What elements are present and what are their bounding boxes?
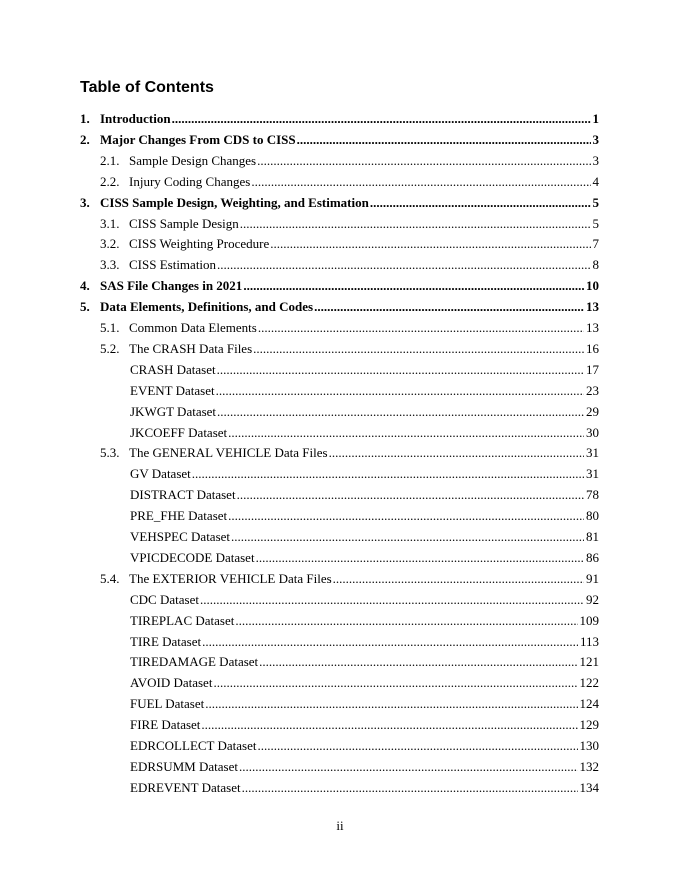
toc-entry-page: 8 bbox=[592, 257, 599, 273]
toc-entry-page: 80 bbox=[586, 508, 599, 524]
toc-entry-page: 3 bbox=[592, 131, 599, 147]
toc-entry-page: 31 bbox=[586, 445, 599, 461]
toc-dot-leader bbox=[270, 234, 590, 254]
toc-dot-leader bbox=[201, 715, 577, 735]
toc-entry-title: EDRCOLLECT Dataset bbox=[130, 738, 257, 753]
toc-entry-page: 1 bbox=[592, 111, 599, 126]
toc-entry-title: VEHSPEC Dataset bbox=[130, 529, 231, 544]
toc-dot-leader bbox=[192, 464, 584, 484]
toc-entry-title: CISS Weighting Procedure bbox=[129, 236, 270, 252]
toc-entry-number: 2.1. bbox=[100, 152, 120, 168]
toc-entry[interactable] bbox=[130, 715, 599, 735]
toc-entry-title: Sample Design Changes bbox=[129, 152, 257, 168]
toc-dot-leader bbox=[257, 151, 590, 171]
toc-entry[interactable] bbox=[100, 214, 599, 234]
toc-entry-page: 124 bbox=[579, 696, 599, 712]
toc-dot-leader bbox=[297, 130, 591, 150]
toc-dot-leader bbox=[228, 506, 584, 526]
toc-dot-leader bbox=[239, 757, 578, 777]
toc-entry-page: 17 bbox=[586, 361, 599, 377]
toc-entry-title: DISTRACT Dataset bbox=[130, 487, 236, 503]
toc-entry-title: EDRSUMM Dataset bbox=[130, 758, 238, 774]
toc-dot-leader bbox=[200, 590, 584, 610]
toc-entry-page: 132 bbox=[579, 758, 599, 774]
toc-entry-page: 30 bbox=[586, 424, 599, 440]
toc-dot-leader bbox=[172, 109, 591, 129]
toc-entry-page: 4 bbox=[592, 173, 599, 189]
toc-entry-title: Injury Coding Changes bbox=[129, 173, 251, 189]
toc-entry[interactable] bbox=[80, 297, 599, 317]
toc-entry-number: 5.3. bbox=[100, 445, 120, 461]
toc-dot-leader bbox=[240, 214, 591, 234]
toc-entry-number: 5.4. bbox=[100, 570, 120, 586]
toc-entry[interactable] bbox=[130, 381, 599, 401]
toc-dot-leader bbox=[333, 569, 584, 589]
toc-heading: Table of Contents bbox=[80, 79, 214, 96]
toc-entry-title: CRASH Dataset bbox=[130, 361, 216, 377]
toc-entry-title: TIREPLAC Dataset bbox=[130, 612, 235, 628]
toc-entry[interactable] bbox=[130, 632, 599, 652]
toc-entry-title: FUEL Dataset bbox=[130, 696, 205, 712]
toc-entry-title: TIRE Dataset bbox=[130, 633, 202, 649]
toc-entry-title: EVENT Dataset bbox=[130, 382, 215, 398]
toc-entry-page: 13 bbox=[586, 299, 599, 315]
toc-entry-page: 29 bbox=[586, 403, 599, 419]
toc-entry-page: 13 bbox=[586, 320, 599, 335]
toc-dot-leader bbox=[235, 611, 577, 631]
toc-dot-leader bbox=[256, 548, 584, 568]
toc-entry[interactable] bbox=[100, 234, 599, 254]
toc-dot-leader bbox=[258, 318, 584, 338]
toc-entry[interactable] bbox=[130, 757, 599, 777]
toc-entry[interactable] bbox=[100, 318, 599, 338]
toc-entry[interactable] bbox=[130, 360, 599, 380]
toc-entry-title: CISS Sample Design bbox=[129, 215, 239, 231]
toc-entry-page: 10 bbox=[586, 278, 599, 294]
toc-entry-page: 31 bbox=[586, 466, 599, 482]
toc-entry-title: FIRE Dataset bbox=[130, 717, 201, 733]
toc-dot-leader bbox=[228, 423, 584, 443]
toc-entry-page: 113 bbox=[579, 633, 599, 649]
toc-entry-title: CISS Sample Design, Weighting, and Estimation bbox=[100, 194, 369, 210]
toc-entry-title: Data Elements, Definitions, and Codes bbox=[100, 299, 314, 315]
toc-dot-leader bbox=[216, 381, 584, 401]
toc-dot-leader bbox=[243, 276, 584, 296]
toc-dot-leader bbox=[217, 402, 584, 422]
toc-entry-number: 5.1. bbox=[100, 320, 120, 335]
toc-entry[interactable] bbox=[130, 464, 599, 484]
toc-entry[interactable] bbox=[100, 151, 599, 171]
toc-dot-leader bbox=[314, 297, 584, 317]
toc-entry-page: 5 bbox=[592, 215, 599, 231]
toc-entry[interactable] bbox=[130, 527, 599, 547]
toc-entry[interactable] bbox=[130, 506, 599, 526]
toc-dot-leader bbox=[251, 172, 590, 192]
toc-entry-title: Common Data Elements bbox=[129, 320, 257, 335]
toc-entry-title: The GENERAL VEHICLE Data Files bbox=[129, 445, 328, 461]
toc-entry-number: 5.2. bbox=[100, 340, 120, 356]
toc-entry-number: 2. bbox=[80, 131, 90, 147]
toc-entry-page: 81 bbox=[586, 529, 599, 544]
toc-dot-leader bbox=[217, 360, 584, 380]
toc-entry-number: 3.2. bbox=[100, 236, 120, 252]
toc-entry[interactable] bbox=[130, 423, 599, 443]
toc-dot-leader bbox=[202, 632, 578, 652]
toc-entry[interactable] bbox=[130, 485, 599, 505]
toc-entry-title: VPICDECODE Dataset bbox=[130, 549, 255, 565]
toc-entry[interactable] bbox=[130, 652, 599, 672]
toc-entry-number: 3.3. bbox=[100, 257, 120, 273]
toc-dot-leader bbox=[205, 694, 577, 714]
toc-dot-leader bbox=[258, 736, 578, 756]
toc-entry[interactable] bbox=[130, 590, 599, 610]
toc-entry-page: 3 bbox=[592, 152, 599, 168]
toc-entry-title: Introduction bbox=[100, 111, 171, 126]
toc-entry-title: TIREDAMAGE Dataset bbox=[130, 654, 259, 670]
toc-entry[interactable] bbox=[100, 339, 599, 359]
toc-dot-leader bbox=[253, 339, 584, 359]
toc-entry-title: The EXTERIOR VEHICLE Data Files bbox=[129, 570, 332, 586]
toc-entry-title: The CRASH Data Files bbox=[129, 340, 253, 356]
toc-dot-leader bbox=[329, 443, 584, 463]
toc-entry-number: 5. bbox=[80, 299, 90, 315]
toc-entry-page: 109 bbox=[579, 612, 599, 628]
toc-dot-leader bbox=[231, 527, 584, 547]
toc-entry[interactable] bbox=[100, 569, 599, 589]
toc-entry[interactable] bbox=[80, 130, 599, 150]
toc-entry[interactable] bbox=[100, 443, 599, 463]
toc-dot-leader bbox=[242, 778, 578, 798]
toc-entry-number: 2.2. bbox=[100, 173, 120, 189]
toc-entry-page: 5 bbox=[592, 194, 599, 210]
toc-entry[interactable] bbox=[130, 778, 599, 798]
toc-entry-page: 86 bbox=[586, 549, 599, 565]
toc-entry-title: JKWGT Dataset bbox=[130, 403, 217, 419]
toc-entry-title: SAS File Changes in 2021 bbox=[100, 278, 243, 294]
toc-entry-page: 134 bbox=[579, 779, 599, 795]
toc-entry-title: CDC Dataset bbox=[130, 591, 199, 607]
toc-entry[interactable] bbox=[130, 402, 599, 422]
toc-entry[interactable] bbox=[130, 694, 599, 714]
toc-entry-number: 3.1. bbox=[100, 215, 120, 231]
toc-entry-page: 16 bbox=[586, 340, 599, 356]
toc-entry-page: 91 bbox=[586, 570, 599, 586]
toc-entry-page: 7 bbox=[592, 236, 599, 252]
toc-entry[interactable] bbox=[100, 172, 599, 192]
toc-entry-number: 3. bbox=[80, 194, 90, 210]
toc-entry-number: 1. bbox=[80, 111, 90, 126]
toc-entry-page: 122 bbox=[579, 675, 599, 691]
toc-entry-number: 4. bbox=[80, 278, 90, 294]
toc-entry-page: 92 bbox=[586, 591, 599, 607]
toc-entry-title: CISS Estimation bbox=[129, 257, 217, 273]
toc-dot-leader bbox=[217, 255, 590, 275]
toc-entry-title: GV Dataset bbox=[130, 466, 191, 482]
toc-entry-title: AVOID Dataset bbox=[130, 675, 213, 691]
toc-dot-leader bbox=[237, 485, 584, 505]
toc-entry-title: EDREVENT Dataset bbox=[130, 779, 241, 795]
toc-entry-page: 130 bbox=[579, 738, 599, 753]
toc-entry[interactable] bbox=[130, 611, 599, 631]
toc-entry[interactable] bbox=[130, 673, 599, 693]
toc-entry[interactable] bbox=[130, 548, 599, 568]
toc-entry-title: PRE_FHE Dataset bbox=[130, 508, 228, 524]
toc-entry[interactable] bbox=[80, 276, 599, 296]
toc-entry-page: 129 bbox=[579, 717, 599, 733]
toc-entry-page: 78 bbox=[586, 487, 599, 503]
toc-entry-title: JKCOEFF Dataset bbox=[130, 424, 228, 440]
toc-dot-leader bbox=[213, 673, 577, 693]
toc-entry[interactable] bbox=[80, 109, 599, 129]
toc-entry-page: 121 bbox=[579, 654, 599, 670]
toc-entry[interactable] bbox=[100, 255, 599, 275]
toc-entry-title: Major Changes From CDS to CISS bbox=[100, 131, 296, 147]
footer-page-number: ii bbox=[336, 818, 344, 833]
toc-entry-page: 23 bbox=[586, 382, 599, 398]
toc-entry[interactable] bbox=[80, 193, 599, 213]
toc-entry[interactable] bbox=[130, 736, 599, 756]
toc-dot-leader bbox=[259, 652, 577, 672]
toc-dot-leader bbox=[370, 193, 591, 213]
